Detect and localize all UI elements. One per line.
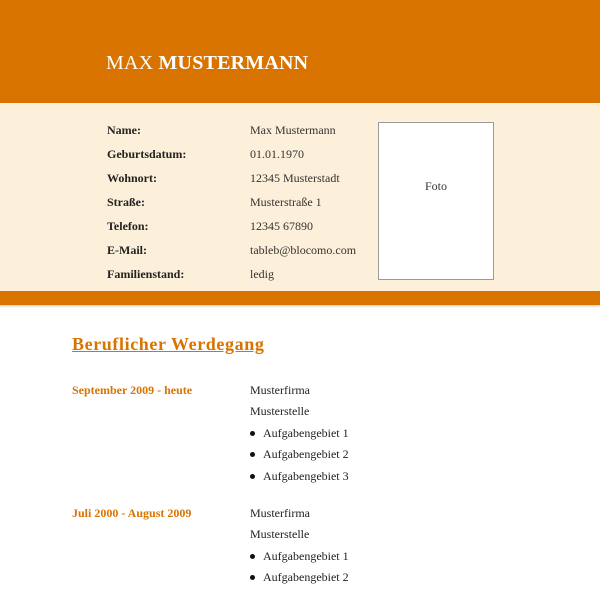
- photo-label: Foto: [424, 179, 447, 193]
- bullet-icon: [250, 474, 255, 479]
- job-task: Aufgabengebiet 2: [250, 447, 349, 462]
- photo-placeholder: [378, 122, 494, 280]
- first-name: MAX: [106, 52, 154, 74]
- bullet-icon: [250, 452, 255, 457]
- info-row-birthdate: [0, 147, 380, 167]
- job-task: Aufgabengebiet 3: [250, 469, 349, 484]
- info-row-name: [0, 123, 380, 143]
- info-label: Familienstand:: [107, 267, 185, 281]
- bullet-icon: [250, 554, 255, 559]
- job-position: Musterstelle: [250, 404, 310, 418]
- info-value: Musterstraße 1: [250, 195, 322, 209]
- info-row-street: [0, 195, 380, 215]
- divider-bar: [0, 291, 600, 305]
- info-label: Geburtsdatum:: [107, 147, 187, 161]
- info-label: Telefon:: [107, 219, 149, 233]
- job-task: Aufgabengebiet 1: [250, 426, 349, 441]
- job-task: Aufgabengebiet 2: [250, 570, 349, 585]
- info-row-phone: [0, 219, 380, 239]
- section-heading-career: Beruflicher Werdegang: [72, 334, 265, 354]
- job-company: Musterfirma: [250, 383, 310, 397]
- info-row-residence: [0, 171, 380, 191]
- page-title: [106, 52, 308, 75]
- info-value: ledig: [250, 267, 274, 281]
- job-task: Aufgabengebiet 1: [250, 549, 349, 564]
- info-label: Wohnort:: [107, 171, 158, 185]
- last-name: MUSTERMANN: [158, 52, 309, 74]
- job-period: Juli 2000 - August 2009: [72, 506, 192, 520]
- info-value: 12345 Musterstadt: [250, 171, 340, 185]
- info-value: 01.01.1970: [250, 147, 304, 161]
- header-banner: [0, 0, 600, 103]
- bullet-icon: [250, 575, 255, 580]
- info-label: Name:: [107, 123, 141, 137]
- divider-shadow: [0, 305, 600, 308]
- info-value: Max Mustermann: [250, 123, 336, 137]
- info-value: tableb@blocomo.com: [250, 243, 357, 257]
- job-position: Musterstelle: [250, 527, 310, 541]
- job-company: Musterfirma: [250, 506, 310, 520]
- info-label: Straße:: [107, 195, 145, 209]
- bullet-icon: [250, 431, 255, 436]
- info-row-email: [0, 243, 380, 263]
- info-value: 12345 67890: [250, 219, 313, 233]
- job-period: September 2009 - heute: [72, 383, 193, 397]
- info-row-marital-status: [0, 267, 380, 287]
- info-label: E-Mail:: [107, 243, 147, 257]
